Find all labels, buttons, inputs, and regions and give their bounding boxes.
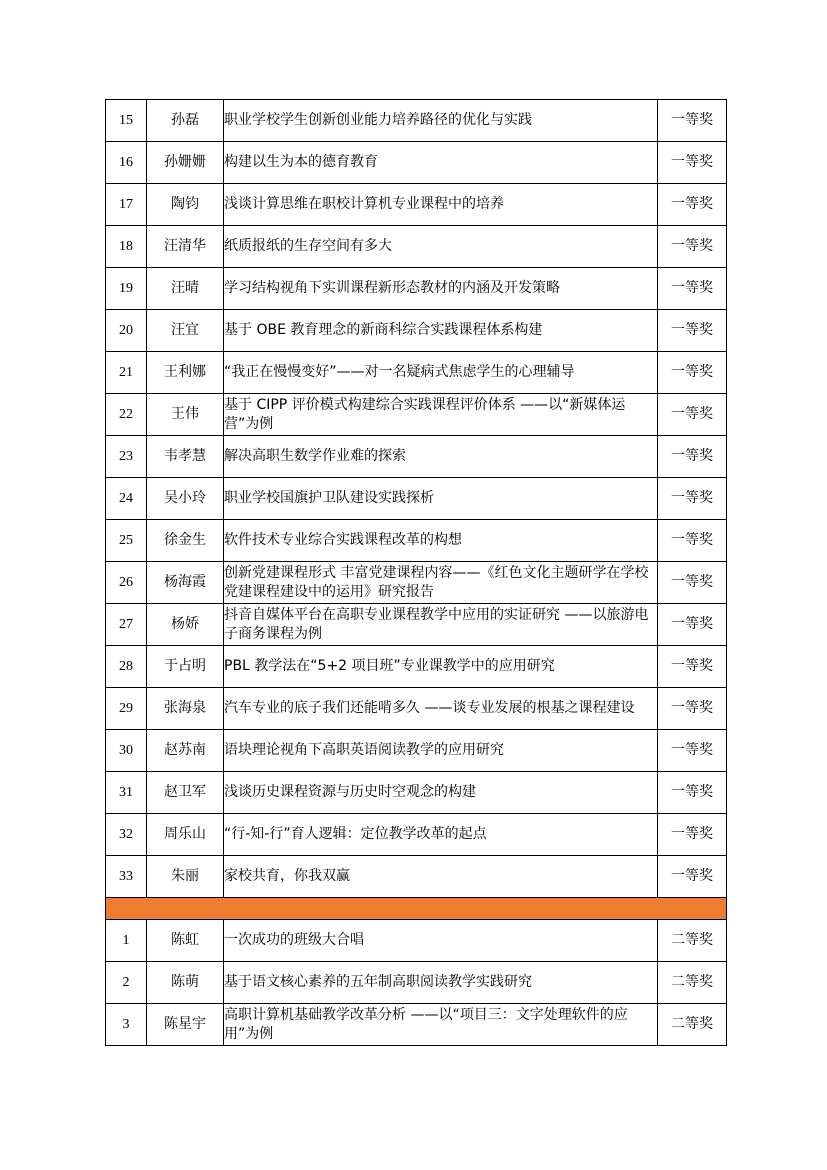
author-name: 陈萌 <box>147 962 224 1004</box>
author-name: 吴小玲 <box>147 478 224 520</box>
award-level: 一等奖 <box>658 604 727 646</box>
award-level: 一等奖 <box>658 310 727 352</box>
paper-title: 构建以生为本的德育教育 <box>224 142 658 184</box>
table-row <box>106 100 727 142</box>
row-number: 27 <box>106 604 147 646</box>
award-level: 一等奖 <box>658 772 727 814</box>
paper-title: “行-知-行”育人逻辑：定位教学改革的起点 <box>224 814 658 856</box>
row-number: 31 <box>106 772 147 814</box>
paper-title: 学习结构视角下实训课程新形态教材的内涵及开发策略 <box>224 268 658 310</box>
paper-title: 软件技术专业综合实践课程改革的构想 <box>224 520 658 562</box>
table-row <box>106 310 727 352</box>
award-level: 一等奖 <box>658 856 727 898</box>
paper-title: 高职计算机基础教学改革分析 ——以“项目三：文字处理软件的应用”为例 <box>224 1004 658 1046</box>
row-number: 3 <box>106 1004 147 1046</box>
separator-bar <box>106 898 727 920</box>
author-name: 赵卫军 <box>147 772 224 814</box>
author-name: 于占明 <box>147 646 224 688</box>
award-level: 一等奖 <box>658 646 727 688</box>
paper-title: “我正在慢慢变好”——对一名疑病式焦虑学生的心理辅导 <box>224 352 658 394</box>
author-name: 汪宜 <box>147 310 224 352</box>
award-level: 二等奖 <box>658 1004 727 1046</box>
award-level: 一等奖 <box>658 142 727 184</box>
award-level: 一等奖 <box>658 226 727 268</box>
paper-title: 浅谈计算思维在职校计算机专业课程中的培养 <box>224 184 658 226</box>
award-level: 一等奖 <box>658 436 727 478</box>
paper-title: 汽车专业的底子我们还能啃多久 ——谈专业发展的根基之课程建设 <box>224 688 658 730</box>
author-name: 陈虹 <box>147 920 224 962</box>
row-number: 26 <box>106 562 147 604</box>
author-name: 张海泉 <box>147 688 224 730</box>
row-number: 23 <box>106 436 147 478</box>
paper-title: 抖音自媒体平台在高职专业课程教学中应用的实证研究 ——以旅游电子商务课程为例 <box>224 604 658 646</box>
paper-title: 纸质报纸的生存空间有多大 <box>224 226 658 268</box>
author-name: 孙姗姗 <box>147 142 224 184</box>
paper-title: 解决高职生数学作业难的探索 <box>224 436 658 478</box>
table-row <box>106 142 727 184</box>
row-number: 15 <box>106 100 147 142</box>
awards-table-body <box>106 100 727 1046</box>
paper-title: PBL 教学法在“5+2 项目班”专业课教学中的应用研究 <box>224 646 658 688</box>
table-row <box>106 394 727 436</box>
author-name: 杨娇 <box>147 604 224 646</box>
award-level: 一等奖 <box>658 562 727 604</box>
table-row <box>106 478 727 520</box>
table-row <box>106 268 727 310</box>
author-name: 陶钧 <box>147 184 224 226</box>
table-row <box>106 730 727 772</box>
paper-title: 一次成功的班级大合唱 <box>224 920 658 962</box>
award-level: 一等奖 <box>658 814 727 856</box>
award-level: 一等奖 <box>658 184 727 226</box>
author-name: 徐金生 <box>147 520 224 562</box>
paper-title: 职业学校国旗护卫队建设实践探析 <box>224 478 658 520</box>
table-row <box>106 646 727 688</box>
row-number: 16 <box>106 142 147 184</box>
table-row <box>106 604 727 646</box>
author-name: 杨海霞 <box>147 562 224 604</box>
row-number: 18 <box>106 226 147 268</box>
row-number: 1 <box>106 920 147 962</box>
paper-title: 基于 CIPP 评价模式构建综合实践课程评价体系 ——以“新媒体运营”为例 <box>224 394 658 436</box>
row-number: 22 <box>106 394 147 436</box>
row-number: 29 <box>106 688 147 730</box>
row-number: 21 <box>106 352 147 394</box>
award-level: 一等奖 <box>658 100 727 142</box>
table-row <box>106 814 727 856</box>
author-name: 周乐山 <box>147 814 224 856</box>
row-number: 30 <box>106 730 147 772</box>
author-name: 朱丽 <box>147 856 224 898</box>
row-number: 32 <box>106 814 147 856</box>
paper-title: 职业学校学生创新创业能力培养路径的优化与实践 <box>224 100 658 142</box>
row-number: 2 <box>106 962 147 1004</box>
row-number: 33 <box>106 856 147 898</box>
table-row <box>106 520 727 562</box>
table-row <box>106 688 727 730</box>
row-number: 24 <box>106 478 147 520</box>
author-name: 陈星宇 <box>147 1004 224 1046</box>
paper-title: 基于 OBE 教育理念的新商科综合实践课程体系构建 <box>224 310 658 352</box>
table-row <box>106 772 727 814</box>
table-row <box>106 226 727 268</box>
table-row <box>106 352 727 394</box>
table-row <box>106 856 727 898</box>
table-row <box>106 962 727 1004</box>
paper-title: 浅谈历史课程资源与历史时空观念的构建 <box>224 772 658 814</box>
author-name: 孙磊 <box>147 100 224 142</box>
author-name: 汪晴 <box>147 268 224 310</box>
row-number: 25 <box>106 520 147 562</box>
row-number: 28 <box>106 646 147 688</box>
award-level: 一等奖 <box>658 688 727 730</box>
author-name: 汪清华 <box>147 226 224 268</box>
award-level: 一等奖 <box>658 478 727 520</box>
table-row <box>106 920 727 962</box>
award-level: 一等奖 <box>658 394 727 436</box>
author-name: 赵苏南 <box>147 730 224 772</box>
table-row <box>106 562 727 604</box>
award-level: 一等奖 <box>658 730 727 772</box>
paper-title: 家校共育，你我双赢 <box>224 856 658 898</box>
author-name: 王伟 <box>147 394 224 436</box>
award-level: 一等奖 <box>658 352 727 394</box>
paper-title: 创新党建课程形式 丰富党建课程内容——《红色文化主题研学在学校党建课程建设中的运用》研究报告 <box>224 562 658 604</box>
table-row <box>106 1004 727 1046</box>
award-level: 二等奖 <box>658 962 727 1004</box>
row-number: 20 <box>106 310 147 352</box>
row-number: 17 <box>106 184 147 226</box>
author-name: 韦孝慧 <box>147 436 224 478</box>
paper-title: 语块理论视角下高职英语阅读教学的应用研究 <box>224 730 658 772</box>
section-separator <box>106 898 727 920</box>
table-row <box>106 184 727 226</box>
paper-title: 基于语文核心素养的五年制高职阅读教学实践研究 <box>224 962 658 1004</box>
author-name: 王利娜 <box>147 352 224 394</box>
award-level: 一等奖 <box>658 268 727 310</box>
awards-table <box>105 99 727 1046</box>
row-number: 19 <box>106 268 147 310</box>
award-level: 一等奖 <box>658 520 727 562</box>
award-level: 二等奖 <box>658 920 727 962</box>
table-row <box>106 436 727 478</box>
